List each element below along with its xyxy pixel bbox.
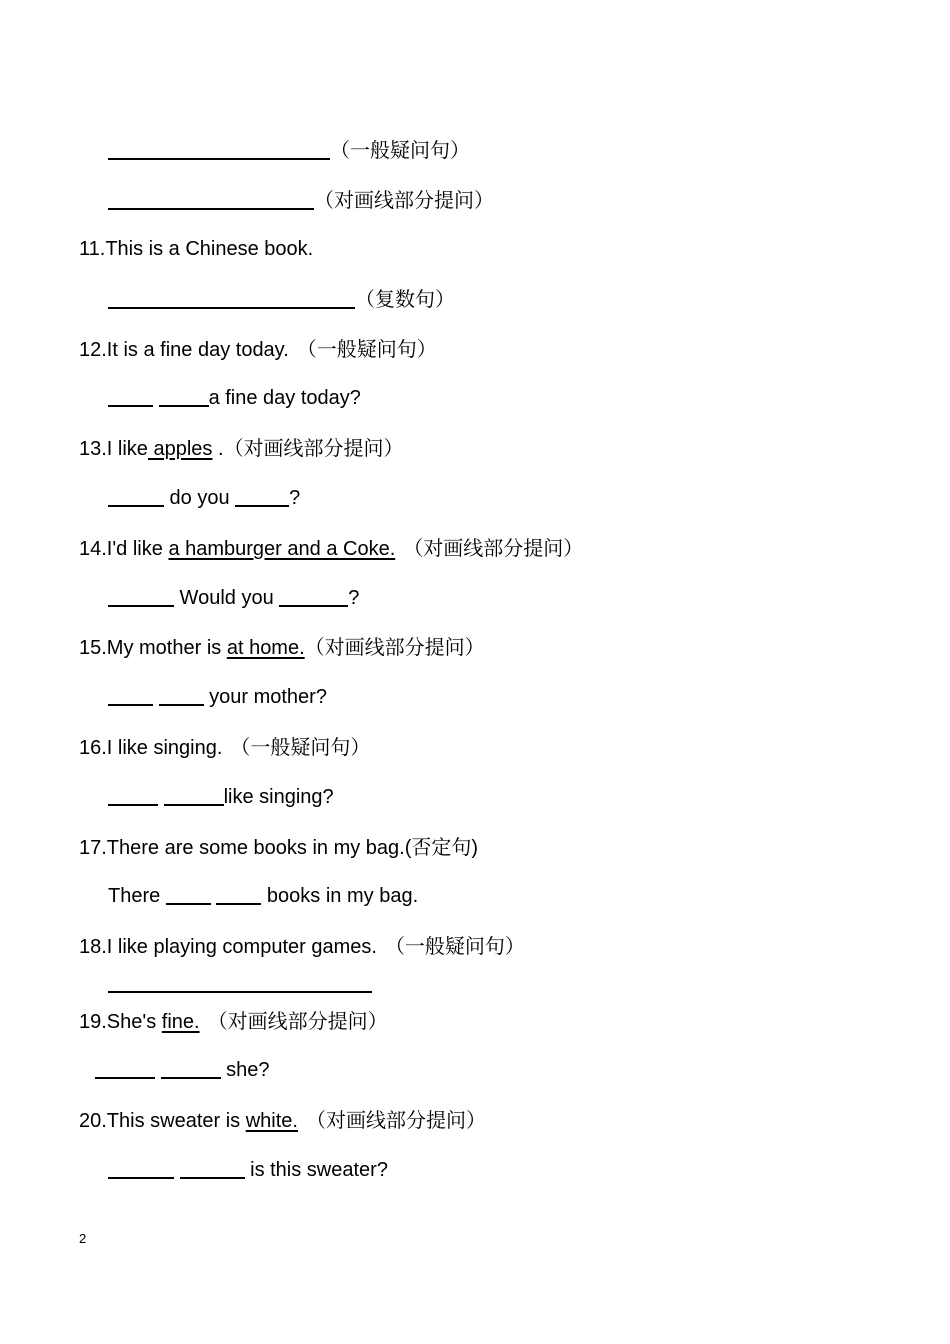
instruction-hint: （复数句） — [355, 287, 455, 311]
question-text: 17.There are some books in my bag.( — [79, 837, 412, 859]
answer-blank[interactable] — [108, 190, 314, 210]
instruction-hint: （对画线部分提问） — [304, 635, 485, 659]
answer-text: your mother? — [203, 686, 327, 708]
question-text: . — [212, 438, 224, 460]
question-text: 16.I like singing. — [79, 737, 223, 759]
underlined-part: fine. — [161, 1011, 200, 1033]
question-13 — [79, 436, 404, 461]
answer-blank[interactable] — [108, 686, 153, 706]
answer-18 — [108, 972, 372, 996]
instruction-hint: （对画线部分提问） — [223, 436, 404, 460]
answer-blank[interactable] — [166, 885, 211, 905]
answer-15 — [108, 685, 327, 709]
question-text: 11.This is a Chinese book. — [79, 238, 314, 260]
answer-blank[interactable] — [161, 1059, 221, 1079]
answer-text: Would you — [174, 587, 280, 609]
page-number: 2 — [79, 1231, 87, 1246]
instruction-hint: （对画线部分提问） — [403, 536, 584, 560]
underlined-part: white. — [245, 1110, 298, 1132]
answer-line-1 — [108, 138, 470, 163]
answer-line-2 — [108, 188, 494, 213]
question-text: 13.I like — [79, 438, 148, 460]
instruction-hint: （一般疑问句） — [384, 934, 525, 958]
answer-blank[interactable] — [235, 487, 289, 507]
answer-blank[interactable] — [108, 786, 158, 806]
answer-blank[interactable] — [180, 1159, 245, 1179]
question-text: 20.This sweater is — [79, 1110, 246, 1132]
instruction-hint: 否定句 — [411, 835, 472, 859]
question-20 — [79, 1108, 486, 1133]
instruction-hint: （对画线部分提问） — [314, 188, 494, 212]
answer-blank[interactable] — [108, 387, 153, 407]
answer-blank[interactable] — [159, 686, 204, 706]
answer-blank[interactable] — [108, 1159, 174, 1179]
answer-20 — [108, 1158, 388, 1182]
question-17 — [79, 835, 478, 860]
answer-text: she? — [220, 1059, 270, 1081]
answer-16 — [108, 785, 334, 809]
instruction-hint: （对画线部分提问） — [305, 1108, 486, 1132]
question-text: ) — [471, 837, 479, 859]
answer-text: do you — [164, 487, 236, 509]
answer-blank[interactable] — [164, 786, 224, 806]
underlined-part: a hamburger and a Coke. — [168, 538, 396, 560]
question-text: 15.My mother is — [79, 637, 227, 659]
answer-blank[interactable] — [108, 587, 174, 607]
question-text: 18.I like playing computer games. — [79, 936, 377, 958]
instruction-hint: （一般疑问句） — [230, 735, 371, 759]
answer-blank[interactable] — [108, 140, 330, 160]
question-text: 14.I'd like — [79, 538, 169, 560]
answer-text: like singing? — [223, 786, 334, 808]
question-14 — [79, 536, 583, 561]
answer-blank[interactable] — [159, 387, 209, 407]
answer-text: is this sweater? — [244, 1159, 388, 1181]
question-16 — [79, 735, 370, 760]
instruction-hint: （一般疑问句） — [296, 337, 437, 361]
answer-blank[interactable] — [108, 973, 372, 993]
answer-text: books in my bag. — [261, 885, 419, 907]
question-19 — [79, 1009, 388, 1034]
instruction-hint: （对画线部分提问） — [207, 1009, 388, 1033]
answer-17 — [108, 884, 418, 908]
underlined-part: at home. — [226, 637, 305, 659]
answer-blank[interactable] — [95, 1059, 155, 1079]
answer-13 — [108, 486, 300, 510]
answer-blank[interactable] — [108, 289, 355, 309]
answer-14 — [108, 586, 359, 610]
answer-blank[interactable] — [108, 487, 164, 507]
answer-text: ? — [348, 587, 360, 609]
question-15 — [79, 635, 485, 660]
question-18 — [79, 934, 525, 959]
question-text: 12.It is a fine day today. — [79, 339, 289, 361]
answer-blank[interactable] — [279, 587, 348, 607]
question-11 — [79, 237, 313, 261]
underlined-part: apples — [147, 438, 213, 460]
answer-19 — [95, 1058, 270, 1082]
answer-12 — [108, 386, 361, 410]
answer-text: ? — [289, 487, 301, 509]
answer-blank[interactable] — [216, 885, 261, 905]
answer-text: a fine day today? — [208, 387, 361, 409]
answer-text: There — [108, 885, 166, 907]
answer-11 — [108, 287, 455, 312]
question-12 — [79, 337, 437, 362]
instruction-hint: （一般疑问句） — [330, 138, 470, 162]
question-text: 19.She's — [79, 1011, 162, 1033]
